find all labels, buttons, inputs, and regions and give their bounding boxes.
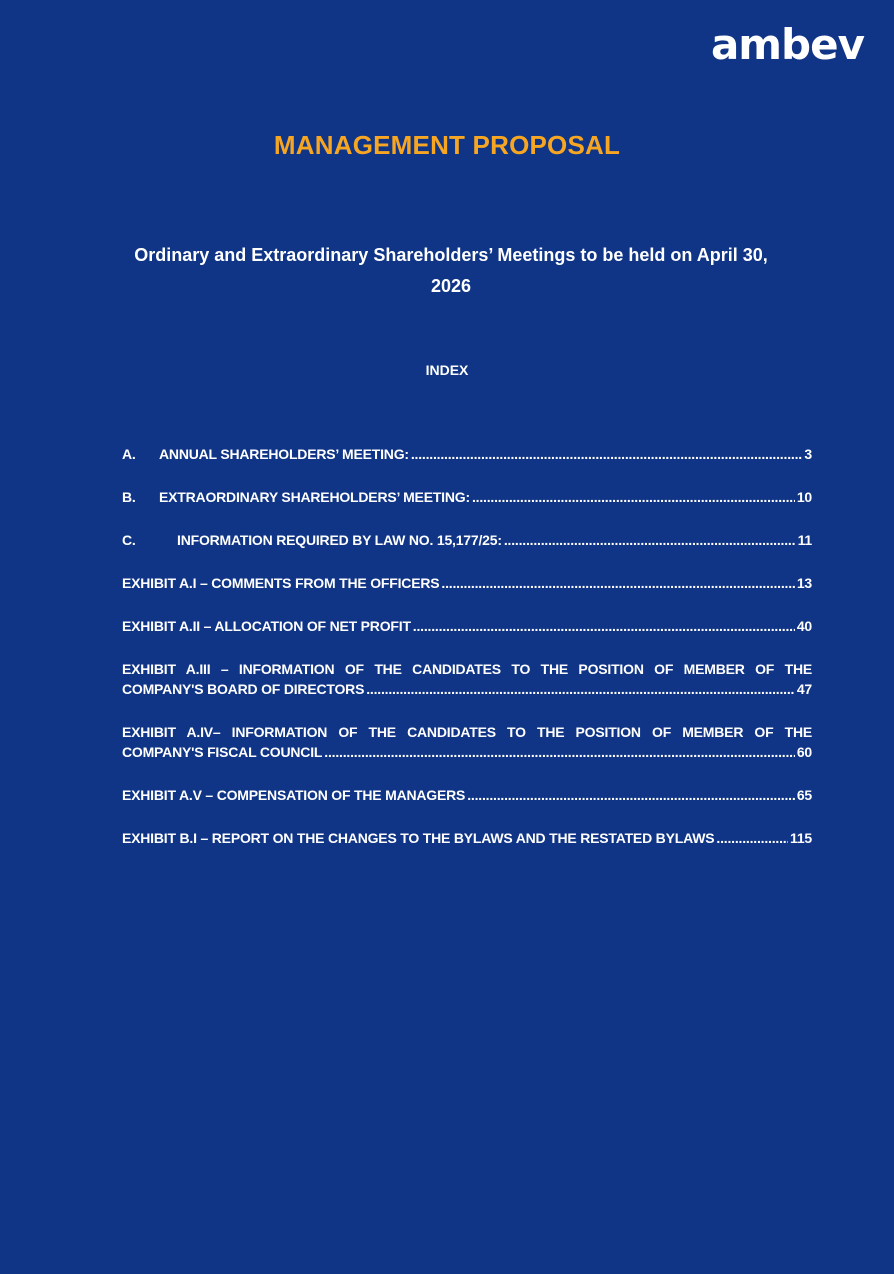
toc-entry-label: EXHIBIT B.I – REPORT ON THE CHANGES TO THE BYLAWS AND THE RESTATED BYLAWS: [122, 830, 715, 846]
toc-entry-label-line2: COMPANY'S FISCAL COUNCIL: [122, 744, 323, 760]
toc-entry-exhibit-a5[interactable]: [122, 785, 812, 805]
toc-entry-extraordinary-meeting[interactable]: [122, 487, 812, 507]
toc-entry-page: 115: [790, 830, 812, 846]
toc-entry-label: EXTRAORDINARY SHAREHOLDERS’ MEETING:: [159, 489, 470, 505]
toc-entry-label: EXHIBIT A.V – COMPENSATION OF THE MANAGERS: [122, 787, 466, 803]
dot-leader: [504, 530, 796, 550]
toc-entry-page: 11: [797, 532, 812, 548]
dot-leader: [716, 828, 788, 848]
ambev-logo: ambev: [710, 20, 864, 69]
toc-entry-page: 60: [796, 744, 812, 760]
toc-entry-exhibit-b1[interactable]: [122, 828, 812, 848]
document-title: MANAGEMENT PROPOSAL: [273, 130, 621, 160]
toc-entry-law-information[interactable]: [122, 530, 812, 550]
toc-entry-letter: A.: [122, 446, 136, 462]
toc-entry-label: EXHIBIT A.I – COMMENTS FROM THE OFFICERS: [122, 575, 440, 591]
toc-entry-page: 10: [796, 489, 812, 505]
table-of-contents: [122, 444, 812, 871]
document-subtitle: Ordinary and Extraordinary Shareholders’ Meetings to be held on April 30, 2026: [134, 245, 768, 296]
toc-entry-page: 47: [796, 681, 812, 697]
dot-leader: [467, 785, 795, 805]
toc-entry-label: INFORMATION REQUIRED BY LAW NO. 15,177/25:: [177, 532, 502, 548]
toc-entry-letter: C.: [122, 532, 136, 548]
dot-leader: [366, 679, 795, 699]
toc-entry-letter: B.: [122, 489, 136, 505]
toc-entry-page: 40: [796, 618, 812, 634]
dot-leader: [441, 573, 794, 593]
toc-entry-label-line1: EXHIBIT A.III – INFORMATION OF THE CANDIDATES TO THE POSITION OF MEMBER OF THE: [122, 661, 812, 677]
dot-leader: [413, 616, 795, 636]
dot-leader: [411, 444, 803, 464]
index-heading: INDEX: [425, 362, 469, 378]
toc-entry-page: 65: [796, 787, 812, 803]
toc-entry-label: EXHIBIT A.II – ALLOCATION OF NET PROFIT: [122, 618, 411, 634]
toc-entry-exhibit-a3[interactable]: [122, 659, 812, 699]
toc-entry-exhibit-a1[interactable]: [122, 573, 812, 593]
dot-leader: [472, 487, 795, 507]
toc-entry-label: ANNUAL SHAREHOLDERS’ MEETING:: [159, 446, 409, 462]
toc-entry-exhibit-a4[interactable]: [122, 722, 812, 762]
toc-entry-exhibit-a2[interactable]: [122, 616, 812, 636]
toc-entry-label-line1: EXHIBIT A.IV– INFORMATION OF THE CANDIDATES TO THE POSITION OF MEMBER OF THE: [122, 724, 812, 740]
dot-leader: [324, 742, 795, 762]
toc-entry-annual-meeting[interactable]: [122, 444, 812, 464]
toc-entry-page: 13: [796, 575, 812, 591]
toc-entry-page: 3: [804, 446, 812, 462]
toc-entry-label-line2: COMPANY'S BOARD OF DIRECTORS: [122, 681, 365, 697]
